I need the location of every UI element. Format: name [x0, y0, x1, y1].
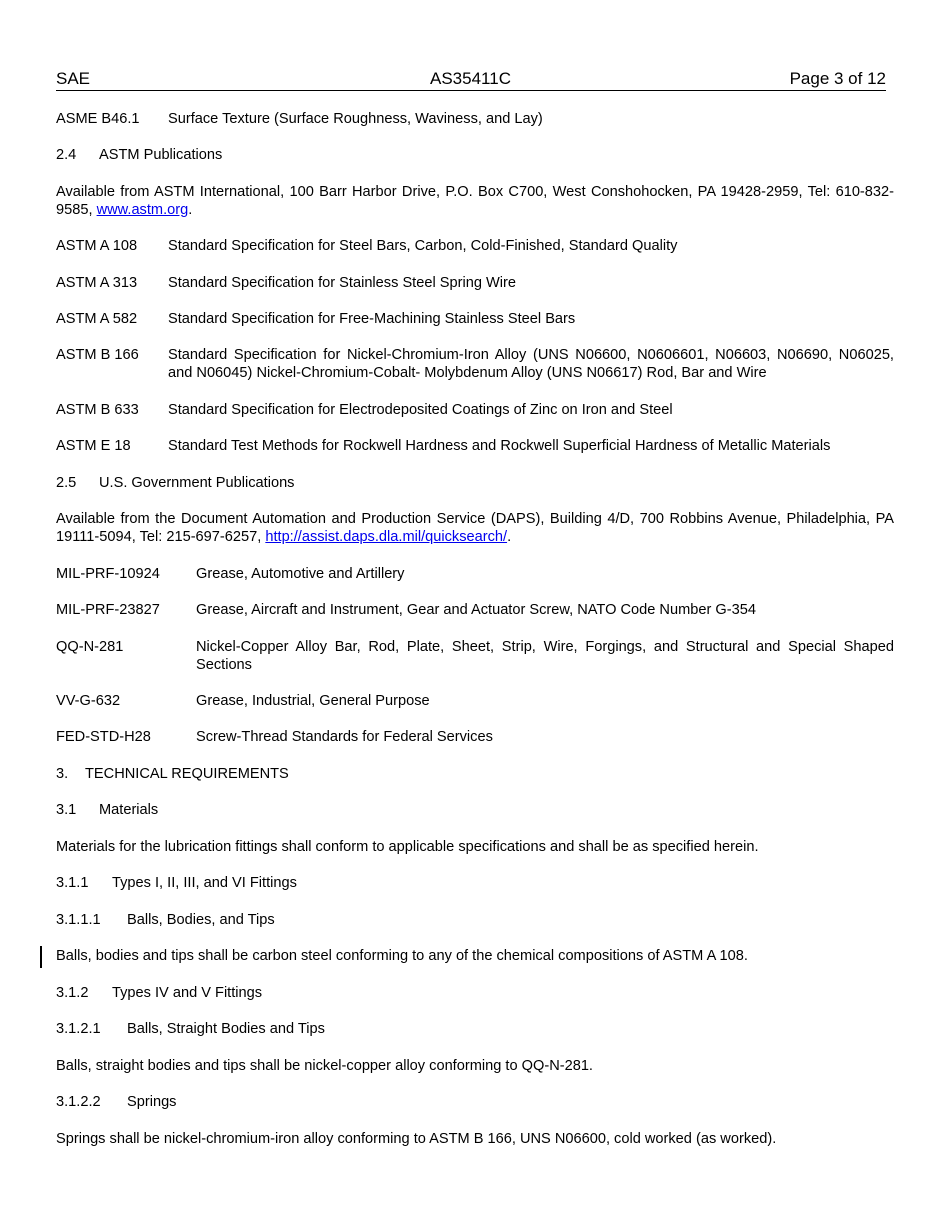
reference-row — [56, 438, 894, 456]
reference-title: Standard Specification for Stainless Steel Spring Wire — [168, 275, 516, 291]
reference-title: Grease, Automotive and Artillery — [196, 566, 405, 582]
section-heading — [56, 1094, 894, 1112]
paragraph-text: Balls, straight bodies and tips shall be nickel-copper alloy conforming to QQ-N-281. — [56, 1058, 593, 1074]
section-title: Springs — [127, 1094, 177, 1110]
paragraph — [56, 511, 894, 546]
paragraph — [56, 948, 894, 966]
reference-title: Surface Texture (Surface Roughness, Waviness, and Lay) — [168, 111, 543, 127]
section-title: Balls, Straight Bodies and Tips — [127, 1021, 325, 1037]
paragraph-end: . — [507, 528, 512, 545]
page-header — [56, 68, 886, 91]
section-title: Materials — [99, 802, 159, 818]
reference-title: Standard Specification for Free-Machining Stainless Steel Bars — [168, 311, 576, 327]
reference-row — [56, 729, 894, 747]
section-title: Balls, Bodies, and Tips — [127, 912, 275, 928]
reference-row — [56, 602, 894, 620]
reference-title: Grease, Industrial, General Purpose — [196, 693, 430, 709]
paragraph-text: Balls, bodies and tips shall be carbon steel conforming to any of the chemical compositions of ASTM A 108. — [56, 948, 748, 964]
paragraph — [56, 1131, 894, 1149]
reference-code: MIL-PRF-10924 — [56, 566, 160, 582]
reference-row — [56, 275, 894, 293]
reference-title: Standard Specification for Nickel-Chromium-Iron Alloy (UNS N06600, N0606601, N06603, N06690, N06025, and N06045) Nickel-Chromium-Cobalt- Molybdenum Alloy (UNS N06617) Rod, Bar and Wire — [168, 347, 894, 381]
reference-code: MIL-PRF-23827 — [56, 602, 160, 618]
reference-row — [56, 402, 894, 420]
reference-title: Standard Specification for Electrodeposited Coatings of Zinc on Iron and Steel — [168, 402, 673, 418]
section-title: ASTM Publications — [99, 147, 223, 163]
section-heading — [56, 1021, 894, 1039]
reference-row — [56, 238, 894, 256]
reference-code: ASTM B 166 — [56, 347, 139, 363]
paragraph-text: Springs shall be nickel-chromium-iron alloy conforming to ASTM B 166, UNS N06600, cold worked (as worked). — [56, 1131, 777, 1147]
reference-code: FED-STD-H28 — [56, 729, 151, 745]
astm-website-link[interactable]: www.astm.org — [96, 201, 189, 218]
reference-row — [56, 347, 894, 382]
assist-website-link[interactable]: http://assist.daps.dla.mil/quicksearch/ — [265, 528, 508, 545]
section-title: U.S. Government Publications — [99, 475, 295, 491]
paragraph-text: Available from the Document Automation and Production Service (DAPS), Building 4/D, 700 Robbins Avenue, Philadelphia, PA 19111-5094, Tel: 215-697-6257, — [56, 511, 894, 545]
reference-code: ASTM E 18 — [56, 438, 131, 454]
section-heading — [56, 147, 894, 165]
paragraph-text: Available from ASTM International, 100 Barr Harbor Drive, P.O. Box C700, West Conshohocken, PA 19428-2959, Tel: 610-832-9585, — [56, 184, 894, 218]
reference-code: ASTM A 582 — [56, 311, 138, 327]
reference-title: Grease, Aircraft and Instrument, Gear and Actuator Screw, NATO Code Number G-354 — [196, 602, 756, 618]
reference-title: Standard Specification for Steel Bars, Carbon, Cold-Finished, Standard Quality — [168, 238, 678, 254]
section-number: 3.1.1.1 — [56, 912, 101, 928]
section-title: TECHNICAL REQUIREMENTS — [85, 766, 289, 782]
reference-code: ASTM B 633 — [56, 402, 139, 418]
reference-code: ASTM A 313 — [56, 275, 138, 291]
reference-code: VV-G-632 — [56, 693, 121, 709]
header-page-number: Page 3 of 12 — [789, 69, 886, 88]
section-number: 3. — [56, 766, 69, 782]
section-number: 2.4 — [56, 147, 77, 163]
revision-change-bar — [40, 946, 42, 968]
reference-title: Nickel-Copper Alloy Bar, Rod, Plate, Sheet, Strip, Wire, Forgings, and Structural and Special Shaped Sections — [196, 639, 894, 673]
section-title: Types IV and V Fittings — [112, 985, 263, 1001]
reference-row — [56, 639, 894, 674]
reference-code: ASME B46.1 — [56, 111, 140, 127]
reference-row — [56, 311, 894, 329]
header-doc-number: AS35411C — [430, 69, 511, 88]
section-heading — [56, 912, 894, 930]
section-heading — [56, 802, 894, 820]
paragraph — [56, 184, 894, 219]
section-number: 3.1 — [56, 802, 77, 818]
paragraph-text: Materials for the lubrication fittings shall conform to applicable specifications and shall be as specified herein. — [56, 839, 759, 855]
section-number: 3.1.1 — [56, 875, 89, 891]
section-number: 2.5 — [56, 475, 77, 491]
section-heading — [56, 985, 894, 1003]
paragraph — [56, 839, 894, 857]
header-org: SAE — [56, 69, 91, 88]
reference-code: QQ-N-281 — [56, 639, 124, 655]
section-number: 3.1.2.2 — [56, 1094, 101, 1110]
reference-row — [56, 111, 894, 129]
paragraph — [56, 1058, 894, 1076]
reference-row — [56, 566, 894, 584]
section-number: 3.1.2.1 — [56, 1021, 101, 1037]
reference-code: ASTM A 108 — [56, 238, 138, 254]
section-number: 3.1.2 — [56, 985, 89, 1001]
reference-title: Standard Test Methods for Rockwell Hardness and Rockwell Superficial Hardness of Metallic Materials — [168, 438, 831, 454]
section-heading — [56, 875, 894, 893]
section-heading — [56, 766, 894, 784]
section-heading — [56, 475, 894, 493]
reference-row — [56, 693, 894, 711]
paragraph-end: . — [188, 201, 193, 218]
section-title: Types I, II, III, and VI Fittings — [112, 875, 297, 891]
reference-title: Screw-Thread Standards for Federal Services — [196, 729, 493, 745]
